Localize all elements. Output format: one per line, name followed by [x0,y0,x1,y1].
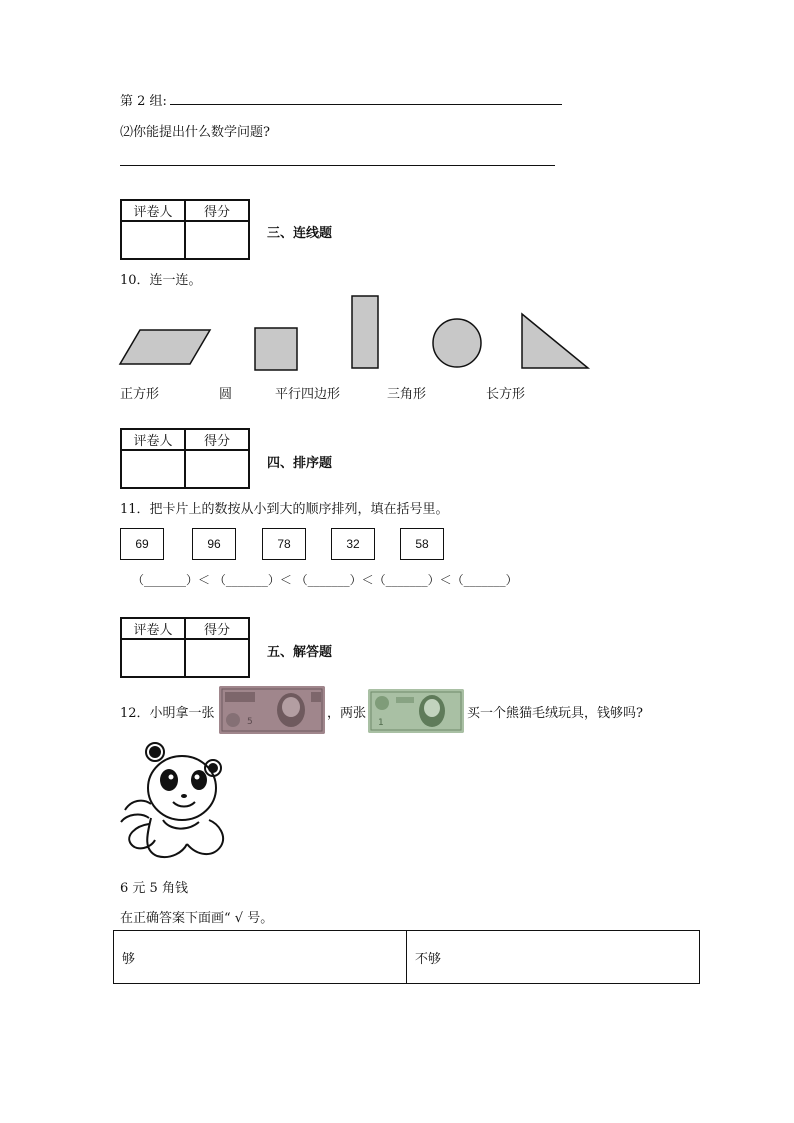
section-5-title: 五、解答题 [267,645,333,660]
score-box-score-cell[interactable] [185,639,249,677]
q12-instruction: 在正确答案下面画“ √ 号。 [120,911,274,926]
score-box-score-header: 得分 [185,200,249,221]
shape-label-1[interactable]: 正方形 [120,387,160,402]
number-card: 69 [120,528,164,560]
q10-prompt: 10．连一连。 [120,273,202,288]
svg-text:5: 5 [247,717,253,727]
panda-price: 6 元 5 角钱 [120,881,188,896]
score-box-reviewer-header: 评卷人 [121,429,185,450]
q9-sub2-answer-line[interactable] [120,165,555,166]
q11-answer-blanks[interactable]: （_______）＜ （_______）＜ （_______）＜（_______）＜（_______） [132,573,518,587]
five-yuan-note-image [219,686,325,734]
score-box-s5 [120,617,250,678]
option-not-enough[interactable]: 不够 [407,931,700,984]
number-card: 32 [331,528,375,560]
section-3-title: 三、连线题 [267,226,333,241]
q10-shapes [0,290,794,390]
score-box-reviewer-cell[interactable] [121,639,185,677]
score-box-score-cell[interactable] [185,450,249,488]
q12-prompt-b: ，两张 [327,706,367,721]
shape-label-2[interactable]: 圆 [219,387,233,402]
shape-label-4[interactable]: 三角形 [387,387,427,402]
svg-text:1: 1 [378,718,384,728]
score-box-s4 [120,428,250,489]
one-yuan-note-image [368,689,464,733]
group2-answer-line[interactable] [170,104,562,105]
parallelogram-shape[interactable] [120,330,210,364]
square-shape[interactable] [255,328,297,370]
section-4-title: 四、排序题 [267,456,333,471]
panda-toy-illustration [117,740,227,865]
score-box-score-header: 得分 [185,618,249,639]
score-box-reviewer-cell[interactable] [121,221,185,259]
score-box-reviewer-header: 评卷人 [121,200,185,221]
q11-prompt: 11．把卡片上的数按从小到大的顺序排列，填在括号里。 [120,502,449,517]
q12-prompt-a: 12．小明拿一张 [120,706,215,721]
circle-shape[interactable] [433,319,481,367]
option-enough[interactable]: 够 [114,931,407,984]
shape-label-5[interactable]: 长方形 [486,387,526,402]
number-card: 78 [262,528,306,560]
tall-rectangle-shape[interactable] [352,296,378,368]
q9-sub2-question: ⑵你能提出什么数学问题? [120,125,270,140]
group2-label: 第 2 组: [120,94,167,109]
shape-label-3[interactable]: 平行四边形 [275,387,341,402]
number-card: 58 [400,528,444,560]
score-box-reviewer-header: 评卷人 [121,618,185,639]
score-box-score-header: 得分 [185,429,249,450]
number-card: 96 [192,528,236,560]
q12-prompt-c: 买一个熊猫毛绒玩具，钱够吗? [467,706,643,721]
score-box-reviewer-cell[interactable] [121,450,185,488]
answer-options-table [113,930,700,984]
score-box-s3 [120,199,250,260]
right-triangle-shape[interactable] [522,314,588,368]
score-box-score-cell[interactable] [185,221,249,259]
